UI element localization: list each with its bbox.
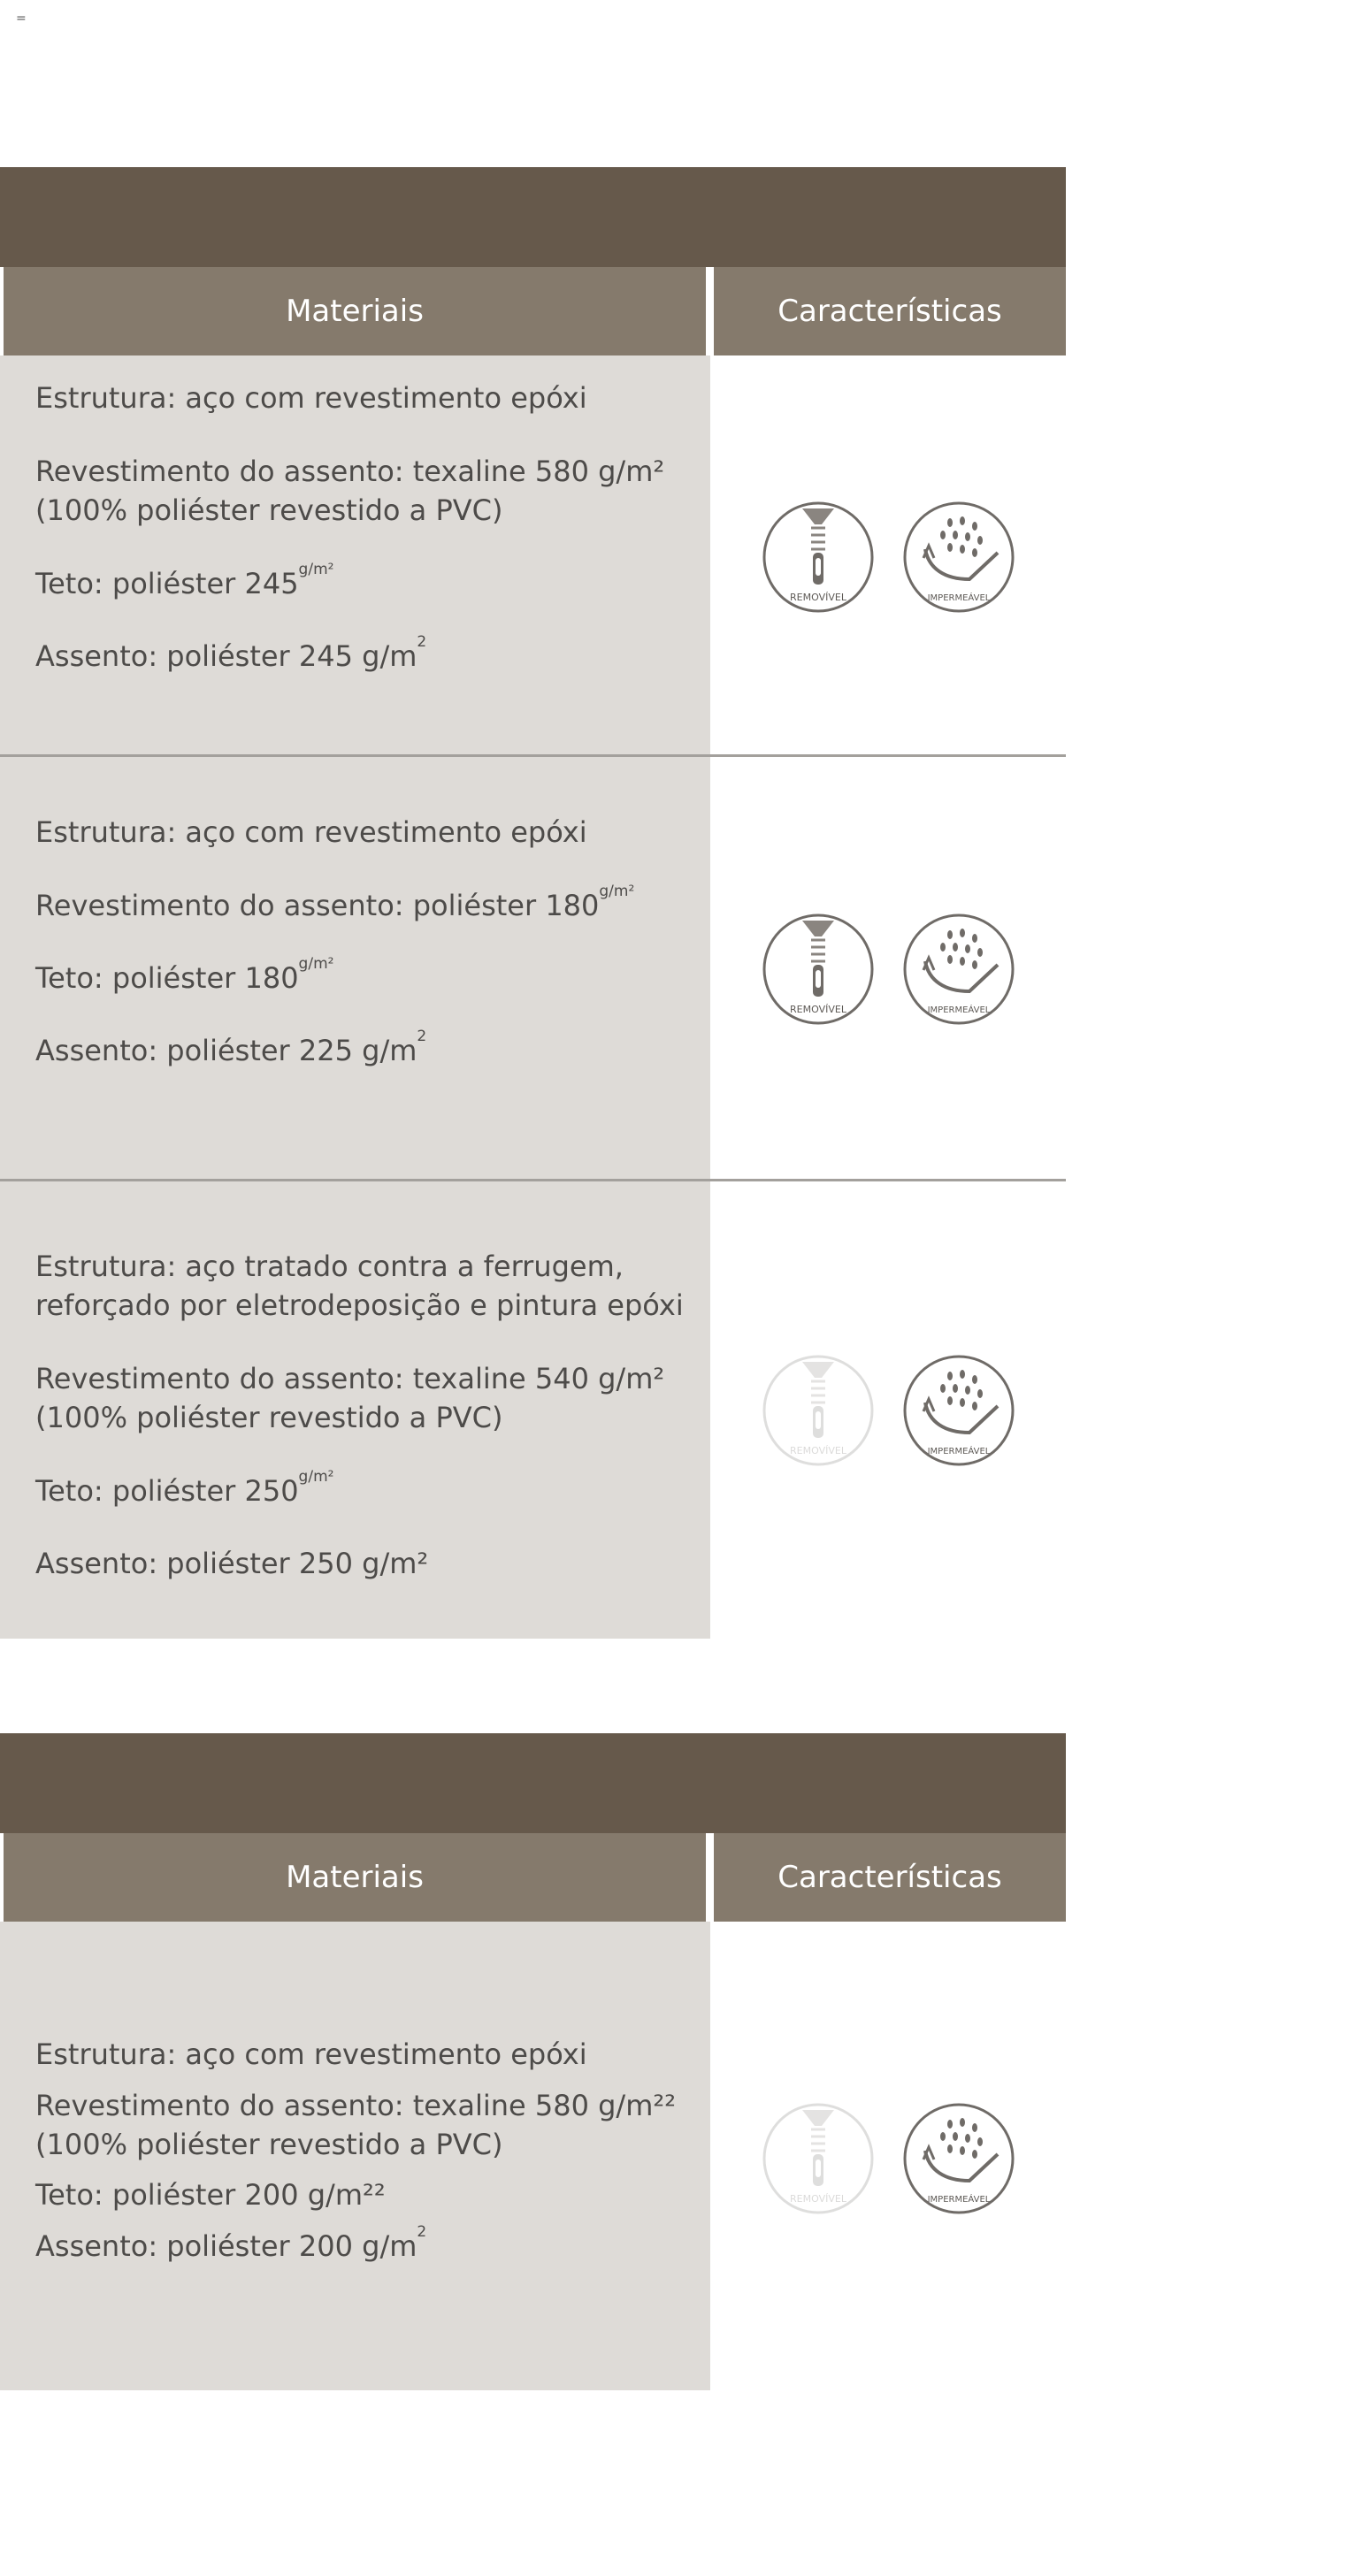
spec-line: (100% poliéster revestido a PVC): [35, 493, 503, 527]
spec-line: Teto: poliéster $250^{g/m^2}$: [35, 1468, 334, 1508]
table-top-band: [0, 167, 1066, 267]
corner-mark: =: [16, 11, 27, 26]
svg-text:IMPERMEÁVEL: IMPERMEÁVEL: [927, 1005, 991, 1015]
waterproof-icon: [899, 1353, 1019, 1468]
table-row: [0, 1181, 1066, 1639]
table-row: [0, 355, 1066, 757]
spec-line: Estrutura: aço com revestimento epóxi: [35, 2037, 587, 2071]
svg-text:REMOVÍVEL: REMOVÍVEL: [790, 1004, 846, 1015]
svg-text:IMPERMEÁVEL: IMPERMEÁVEL: [927, 593, 991, 603]
materials-cell: [0, 355, 710, 754]
removable-zipper-icon: [758, 1353, 878, 1468]
svg-text:REMOVÍVEL: REMOVÍVEL: [790, 1445, 846, 1456]
waterproof-icon: [899, 500, 1019, 615]
spec-line: Estrutura: aço com revestimento epóxi: [35, 381, 587, 415]
spec-line: Revestimento do assento: texaline 540 g/m²: [35, 1362, 665, 1395]
spec-line: Revestimento do assento: texaline 580 g/m²: [35, 455, 665, 488]
spec-line: Teto: poliéster 200 g/m²²: [35, 2178, 386, 2212]
features-header: Características: [714, 1833, 1066, 1922]
table-row: [0, 1922, 1066, 2390]
spec-table-2: [0, 1733, 1066, 2390]
materials-header: Materiais: [4, 1833, 706, 1922]
spec-line: (100% poliéster revestido a PVC): [35, 1401, 503, 1434]
spec-line: Estrutura: aço com revestimento epóxi: [35, 815, 587, 849]
table-header-row: [0, 267, 1066, 355]
spec-line: Revestimento do assento: poliéster $180^{g/m^2}$: [35, 883, 635, 922]
materials-cell: [0, 1181, 710, 1639]
spec-line: Assento: poliéster 225 $g/m^2$: [35, 1028, 427, 1067]
svg-text:IMPERMEÁVEL: IMPERMEÁVEL: [927, 1447, 991, 1456]
features-cell: [710, 1922, 1066, 2390]
spec-table-1: [0, 167, 1066, 1639]
spec-line: Teto: poliéster $245^{g/m^2}$: [35, 561, 334, 600]
svg-text:REMOVÍVEL: REMOVÍVEL: [790, 592, 846, 603]
materials-header: Materiais: [4, 267, 706, 355]
svg-text:REMOVÍVEL: REMOVÍVEL: [790, 2193, 846, 2205]
removable-zipper-icon: [758, 912, 878, 1027]
removable-zipper-icon: [758, 500, 878, 615]
waterproof-icon: [899, 912, 1019, 1027]
spec-line: Teto: poliéster $180^{g/m^2}$: [35, 955, 334, 995]
waterproof-icon: [899, 2101, 1019, 2216]
spec-line: Assento: poliéster 245 $g/m^2$: [35, 633, 427, 673]
materials-cell: [0, 1922, 710, 2390]
svg-text:IMPERMEÁVEL: IMPERMEÁVEL: [927, 2195, 991, 2205]
spec-line: (100% poliéster revestido a PVC): [35, 2128, 503, 2161]
removable-zipper-icon: [758, 2101, 878, 2216]
table-row: [0, 757, 1066, 1181]
features-cell: [710, 757, 1066, 1179]
materials-cell: [0, 757, 710, 1179]
spec-line: reforçado por eletrodeposição e pintura epóxi: [35, 1288, 684, 1322]
spec-line: Revestimento do assento: texaline 580 g/m²²: [35, 2089, 677, 2122]
spec-line: Assento: poliéster 200 $g/m^2$: [35, 2223, 427, 2263]
table-top-band: [0, 1733, 1066, 1833]
features-cell: [710, 355, 1066, 754]
spec-line: Assento: poliéster 250 g/m²: [35, 1547, 429, 1580]
features-cell: [710, 1181, 1066, 1639]
table-header-row: [0, 1833, 1066, 1922]
features-header: Características: [714, 267, 1066, 355]
spec-line: Estrutura: aço tratado contra a ferrugem,: [35, 1250, 624, 1283]
